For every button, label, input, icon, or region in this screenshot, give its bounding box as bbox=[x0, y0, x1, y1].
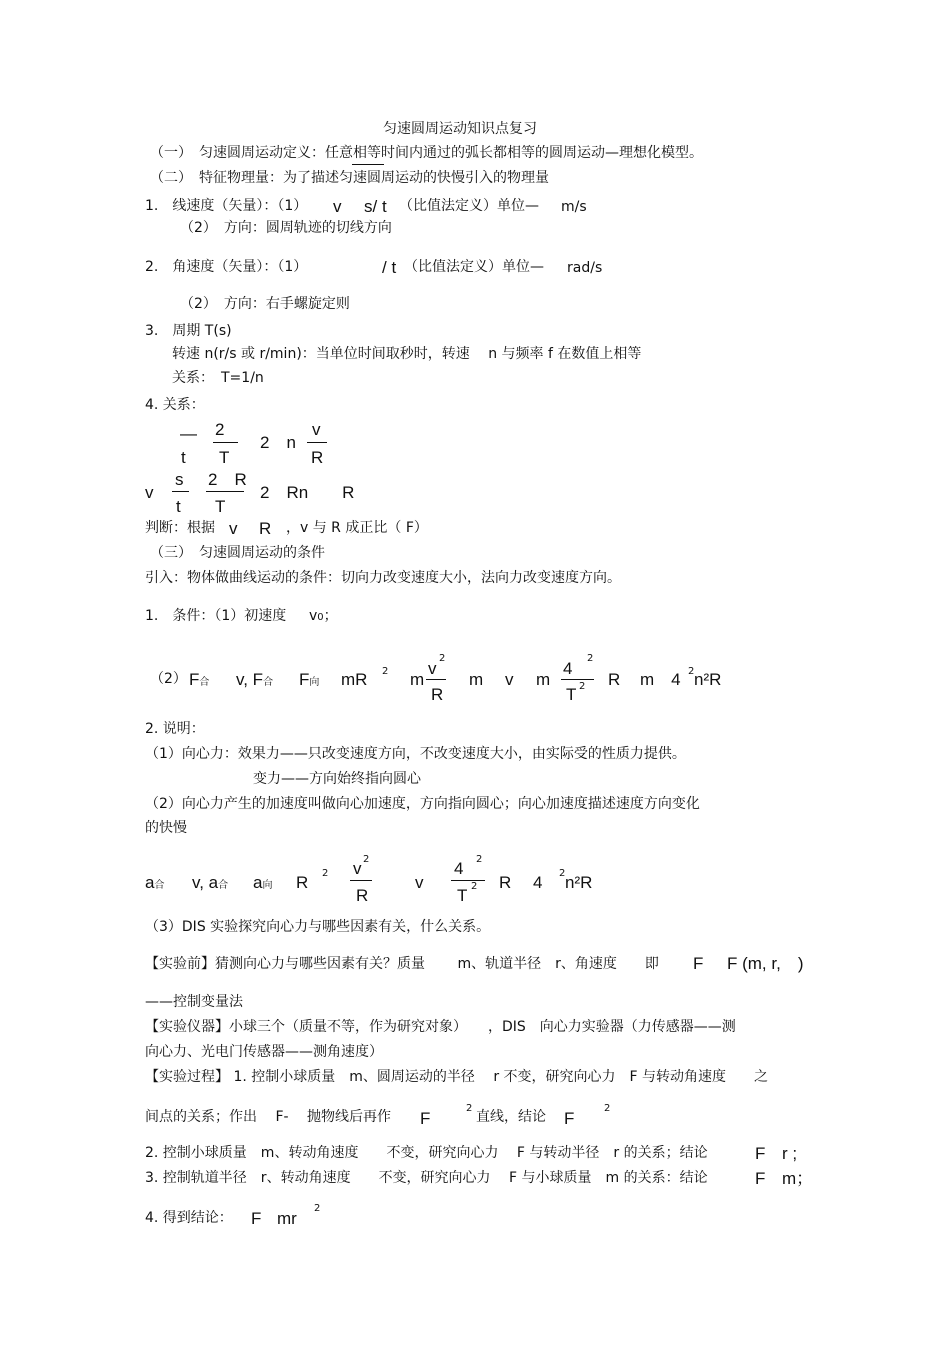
math-v: v bbox=[229, 519, 238, 538]
math-v0: v0； bbox=[309, 608, 338, 624]
math-F: F bbox=[693, 954, 704, 973]
math-F-of-m-r: F (m, r, ) bbox=[727, 954, 804, 973]
math-s-over-t: s/ t bbox=[364, 197, 387, 216]
linear-velocity-direction: （2） 方向：圆周轨迹的切线方向 bbox=[180, 220, 392, 236]
fraction-bar bbox=[451, 880, 485, 881]
notes-label: 2. 说明： bbox=[145, 721, 205, 737]
experiment-process-line: 直线，结论 bbox=[476, 1109, 546, 1125]
math-sup-2: 2 bbox=[466, 1103, 473, 1114]
fraction-bar bbox=[350, 880, 372, 881]
math-F-he: F合 bbox=[189, 670, 210, 689]
math-F: F bbox=[564, 1109, 575, 1128]
judgement-text: ，v 与 R 成正比（ F） bbox=[286, 520, 428, 536]
step-3: 3. 控制轨道半径 r、转动角速度 不变，研究向心力 F 与小球质量 m 的关系：结论 bbox=[145, 1170, 708, 1186]
math-r: r ; bbox=[782, 1144, 798, 1163]
experiment-equipment: 【实验仪器】小球三个（质量不等，作为研究对象） ，DIS 向心力实验器（力传感器——测 bbox=[145, 1019, 736, 1035]
rotation-speed: 转速 n(r/s 或 r/min)：当单位时间取秒时，转速 n 与频率 f 在数值上相等 bbox=[172, 346, 642, 362]
math-T: T bbox=[457, 886, 468, 905]
experiment-equipment-cont: 向心力、光电门传感器——测角速度） bbox=[145, 1044, 383, 1060]
math-n2R: n²R bbox=[565, 873, 593, 892]
math-t: t bbox=[181, 448, 186, 467]
underline-mark bbox=[352, 164, 384, 165]
unit-ms: m/s bbox=[561, 199, 587, 215]
math-t: t bbox=[176, 497, 181, 516]
condition-1: 1. 条件：（1）初速度 bbox=[145, 608, 287, 624]
math-dash: — bbox=[180, 424, 197, 443]
math-R: R bbox=[296, 873, 309, 892]
math-R: R bbox=[356, 886, 369, 905]
math-sup-2: 2 bbox=[688, 666, 695, 677]
math-m: m； bbox=[782, 1169, 814, 1188]
math-F: F bbox=[755, 1169, 766, 1188]
note-dis-experiment: （3）DIS 实验探究向心力与哪些因素有关，什么关系。 bbox=[145, 919, 491, 935]
section-1-definition: （一） 匀速圆周运动定义：任意相等时间内通过的弧长都相等的圆周运动—理想化模型。 bbox=[150, 145, 703, 161]
math-F: F bbox=[755, 1144, 766, 1163]
section-2-quantities: （二） 特征物理量：为了描述匀速圆周运动的快慢引入的物理量 bbox=[150, 170, 549, 186]
math-v: v bbox=[145, 483, 154, 502]
angular-velocity-label: 2. 角速度（矢量）：（1） bbox=[145, 259, 308, 275]
intro-line: 引入：物体做曲线运动的条件：切向力改变速度大小，法向力改变速度方向。 bbox=[145, 570, 621, 586]
math-sup-2: 2 bbox=[579, 681, 586, 692]
experiment-process: 【实验过程】 1. 控制小球质量 m、圆周运动的半径 r 不变，研究向心力 F 与转动角速度 之 bbox=[145, 1069, 769, 1085]
linear-velocity-def: （比值法定义）单位— bbox=[399, 198, 539, 214]
math-two: 2 bbox=[215, 420, 225, 439]
control-variable-method: ——控制变量法 bbox=[145, 994, 243, 1010]
math-v: v bbox=[415, 873, 424, 892]
period-relation: 关系： T=1/n bbox=[172, 370, 264, 386]
math-R: R bbox=[311, 448, 324, 467]
math-v: v bbox=[333, 197, 342, 216]
relations-label: 4. 关系： bbox=[145, 397, 205, 413]
fraction-bar bbox=[213, 442, 238, 443]
math-m: m bbox=[536, 670, 551, 689]
math-2Rn-R: 2 Rn R bbox=[260, 483, 355, 502]
section-3-conditions: （三） 匀速圆周运动的条件 bbox=[150, 545, 325, 561]
angular-velocity-direction: （2） 方向：右手螺旋定则 bbox=[180, 296, 350, 312]
math-sup-2: 2 bbox=[382, 666, 389, 677]
fraction-bar bbox=[206, 491, 244, 492]
math-m: m bbox=[469, 670, 484, 689]
note-centripetal-force: （1）向心力：效果力——只改变速度方向，不改变速度大小，由实际受的性质力提供。 bbox=[145, 746, 686, 762]
math-F: F bbox=[420, 1109, 431, 1128]
fraction-bar bbox=[307, 442, 327, 443]
math-v-num: v bbox=[312, 420, 321, 439]
math-mr: mr bbox=[277, 1209, 297, 1228]
math-sup-2: 2 bbox=[559, 868, 566, 879]
math-sup-2: 2 bbox=[471, 881, 478, 892]
unit-rads: rad/s bbox=[567, 260, 603, 276]
judgement-label: 判断：根据 bbox=[145, 520, 215, 536]
math-v-num: v bbox=[353, 859, 362, 878]
math-sup-2: 2 bbox=[322, 868, 329, 879]
condition-2-label: （2） bbox=[150, 671, 187, 687]
angular-velocity-def: （比值法定义）单位— bbox=[404, 259, 544, 275]
page-title: 匀速圆周运动知识点复习 bbox=[383, 121, 537, 137]
experiment-process-cont: 间点的关系；作出 F- 抛物线后再作 bbox=[145, 1109, 392, 1125]
math-four: 4 bbox=[533, 873, 543, 892]
math-m4: m 4 bbox=[640, 670, 681, 689]
math-n2R: n²R bbox=[694, 670, 722, 689]
math-R: R bbox=[499, 873, 512, 892]
math-sup-2: 2 bbox=[604, 1103, 611, 1114]
math-four: 4 bbox=[454, 859, 464, 878]
math-sup-2: 2 bbox=[439, 653, 446, 664]
experiment-before: 【实验前】猜测向心力与哪些因素有关？质量 m、轨道半径 r、角速度 即 bbox=[145, 956, 659, 972]
math-v-F-he: v, F合 bbox=[236, 670, 274, 689]
math-sup-2: 2 bbox=[476, 854, 483, 865]
fraction-bar bbox=[172, 491, 189, 492]
math-v-num: v bbox=[428, 659, 437, 678]
math-mR: mR bbox=[341, 670, 368, 689]
math-four: 4 bbox=[563, 659, 573, 678]
math-m: m bbox=[410, 670, 425, 689]
math-sup-2: 2 bbox=[587, 653, 594, 664]
math-R: R bbox=[431, 685, 444, 704]
step-2: 2. 控制小球质量 m、转动角速度 不变，研究向心力 F 与转动半径 r 的关系；结论 bbox=[145, 1145, 708, 1161]
fraction-bar bbox=[426, 679, 446, 680]
math-v-a-he: v, a合 bbox=[192, 873, 229, 892]
linear-velocity-label: 1. 线速度（矢量）：（1） bbox=[145, 198, 308, 214]
math-a-xiang: a向 bbox=[253, 873, 273, 892]
math-R: R bbox=[608, 670, 621, 689]
note-variable-force: 变力——方向始终指向圆心 bbox=[253, 771, 421, 787]
step-4: 4. 得到结论： bbox=[145, 1210, 233, 1226]
note-centripetal-acceleration-cont: 的快慢 bbox=[145, 820, 187, 836]
math-F-xiang: F向 bbox=[299, 670, 320, 689]
note-centripetal-acceleration: （2）向心力产生的加速度叫做向心加速度，方向指向圆心；向心加速度描述速度方向变化 bbox=[145, 796, 700, 812]
math-T: T bbox=[566, 685, 577, 704]
math-sup-2: 2 bbox=[314, 1203, 321, 1214]
math-over-t: / t bbox=[382, 258, 397, 277]
math-F: F bbox=[251, 1209, 262, 1228]
period-label: 3. 周期 T(s) bbox=[145, 323, 232, 339]
math-T: T bbox=[215, 497, 226, 516]
math-a-he: a合 bbox=[145, 873, 165, 892]
math-s: s bbox=[175, 470, 184, 489]
math-v: v bbox=[505, 670, 514, 689]
math-2n: 2 n bbox=[260, 433, 296, 452]
fraction-bar bbox=[561, 679, 594, 680]
math-2R: 2 R bbox=[208, 470, 247, 489]
math-T: T bbox=[219, 448, 230, 467]
math-sup-2: 2 bbox=[363, 854, 370, 865]
math-R: R bbox=[259, 519, 272, 538]
